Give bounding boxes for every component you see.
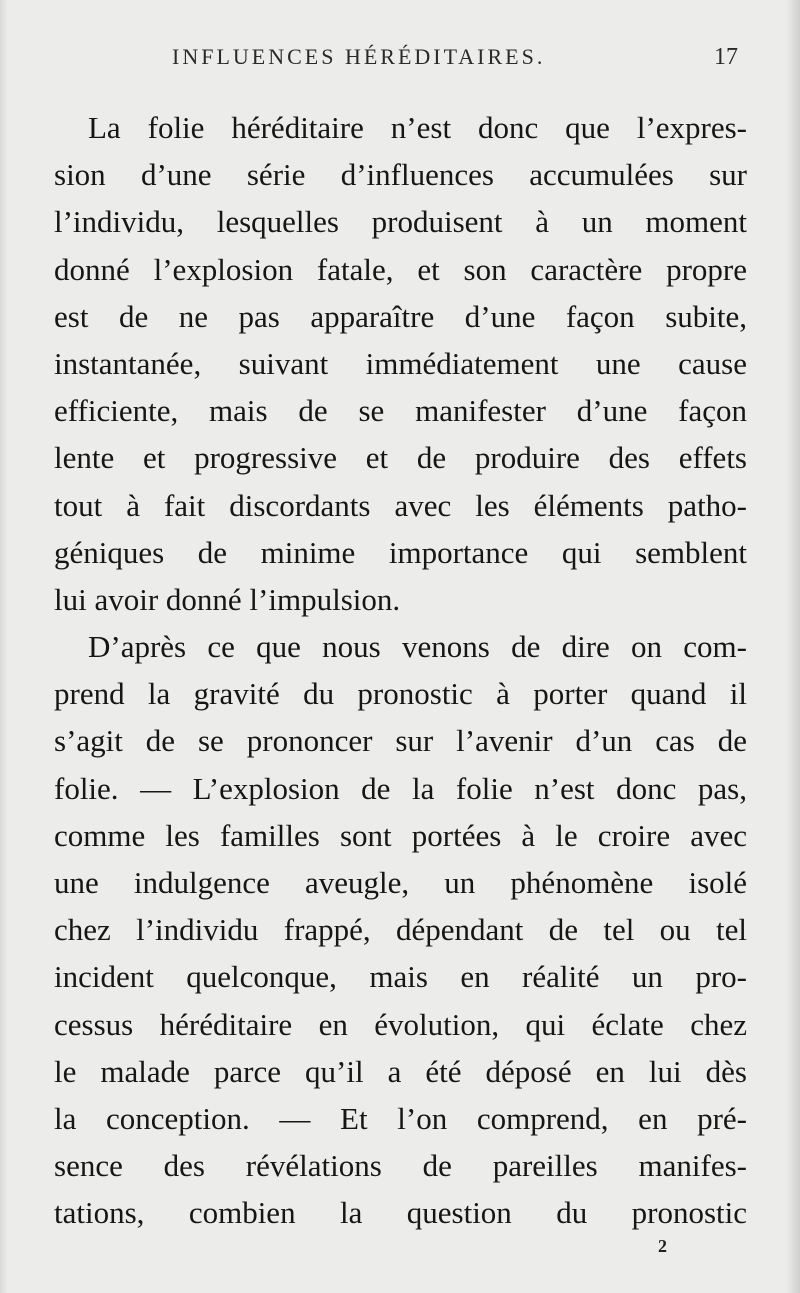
text-line: géniques de minime importance qui semblent [54,534,747,570]
text-line: tout à fait discordants avec les éléments patho- [54,487,747,523]
text-line: La folie héréditaire n’est donc que l’expres- [88,110,747,145]
text-line: instantanée, suivant immédiatement une cause [54,345,747,381]
text-line: folie. — L’explosion de la folie n’est donc pas, [54,770,747,806]
text-line: chez l’individu frappé, dépendant de tel ou tel [54,912,747,948]
text-line: donné l’explosion fatale, et son caractère propre [54,251,747,287]
text-line: est de ne pas apparaître d’une façon subite, [54,298,747,334]
text-line: la conception. — Et l’on comprend, en pré- [54,1100,747,1136]
page-number: 17 [714,44,738,70]
text-line: le malade parce qu’il a été déposé en lui dès [54,1053,747,1089]
text-line: efficiente, mais de se manifester d’une façon [54,393,747,429]
text-line: une indulgence aveugle, un phénomène isolé [54,865,747,900]
text-line: prend la gravité du pronostic à porter quand il [54,676,747,712]
running-head: INFLUENCES HÉRÉDITAIRES. [172,44,546,69]
text-line: cessus héréditaire en évolution, qui éclate chez [54,1006,747,1042]
text-line: incident quelconque, mais en réalité un pro- [54,959,747,995]
text-line: lente et progressive et de produire des effets [54,440,747,476]
text-line: s’agit de se prononcer sur l’avenir d’un cas de [54,723,747,759]
text-line: D’après ce que nous venons de dire on com- [88,629,747,665]
page-left-edge-shadow [0,0,8,1293]
text-line: sion d’une série d’influences accumulées sur [54,157,747,193]
signature-mark: 2 [658,1236,667,1256]
text-line: sence des révélations de pareilles manifes- [54,1148,747,1184]
text-line: tations, combien la question du pronostic [54,1195,747,1231]
page-right-edge-shadow [786,0,800,1293]
text-line: comme les familles sont portées à le croire avec [54,817,747,853]
body-text [54,104,747,1237]
text-line: l’individu, lesquelles produisent à un moment [54,204,747,240]
text-line: lui avoir donné l’impulsion. [54,581,401,617]
